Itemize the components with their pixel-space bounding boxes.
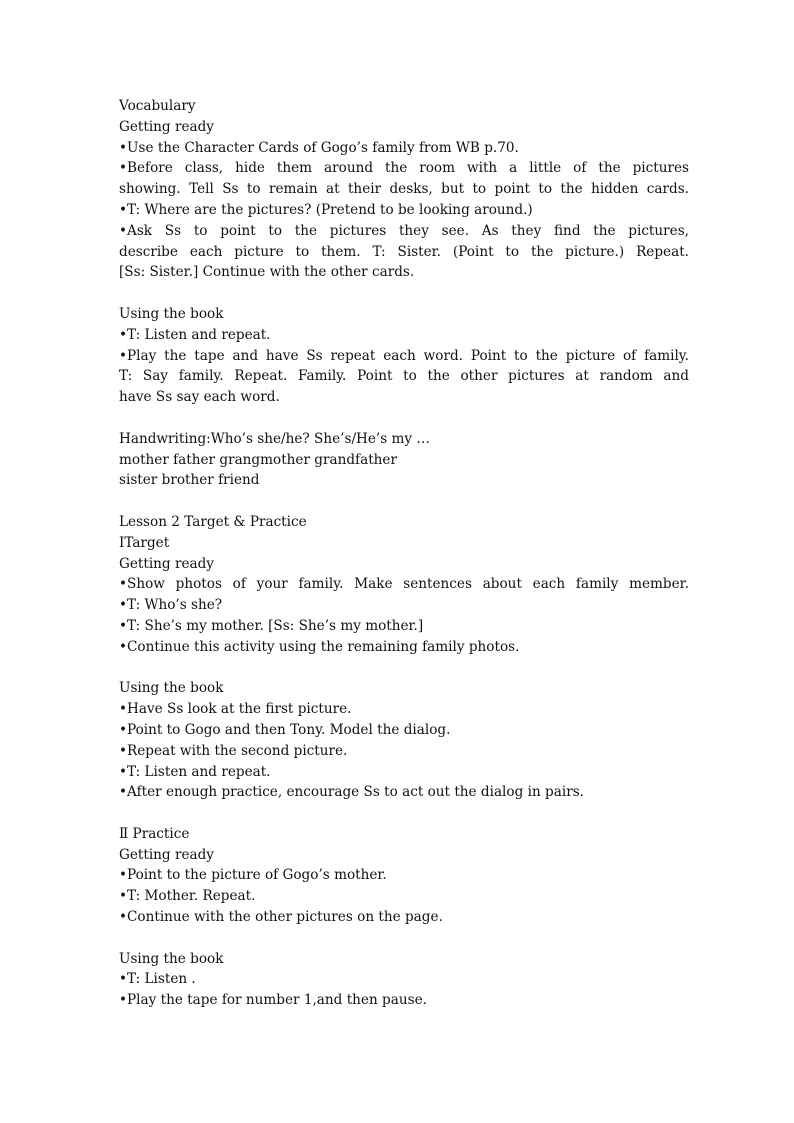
- blank-line: [119, 408, 689, 429]
- paragraph-line: showing. Tell Ss to remain at their desks, but to point to the hidden cards.: [119, 181, 689, 198]
- paragraph-line: •T: Listen and repeat.: [119, 326, 271, 343]
- paragraph-line: T: Say family. Repeat. Family. Point to the other pictures at random and: [119, 368, 689, 385]
- blank-line: [119, 658, 689, 679]
- subheading-getting-ready: Getting ready: [119, 118, 214, 135]
- paragraph-line: •Show photos of your family. Make sentences about each family member.: [119, 576, 689, 593]
- paragraph-line: •Ask Ss to point to the pictures they see. As they find the pictures,: [119, 222, 689, 239]
- paragraph-line: •T: She’s my mother. [Ss: She’s my mother.]: [119, 617, 424, 634]
- paragraph-line: have Ss say each word.: [119, 389, 280, 406]
- paragraph-line: •Have Ss look at the first picture.: [119, 701, 352, 718]
- paragraph-line: •Continue with the other pictures on the page.: [119, 909, 443, 926]
- subsection-heading-practice: Ⅱ Practice: [119, 825, 190, 842]
- blank-line: [119, 928, 689, 949]
- subheading-using-the-book: Using the book: [119, 950, 224, 967]
- paragraph-line: •T: Who’s she?: [119, 597, 223, 614]
- subheading-using-the-book: Using the book: [119, 680, 224, 697]
- paragraph-line: •Continue this activity using the remaining family photos.: [119, 638, 520, 655]
- paragraph-line: •Repeat with the second picture.: [119, 742, 348, 759]
- paragraph-line: •Point to the picture of Gogo’s mother.: [119, 867, 387, 884]
- blank-line: [119, 803, 689, 824]
- paragraph-line: •T: Mother. Repeat.: [119, 888, 256, 905]
- paragraph-line: •Use the Character Cards of Gogo’s family from WB p.70.: [119, 139, 519, 156]
- subheading-getting-ready: Getting ready: [119, 555, 214, 572]
- paragraph-line: [Ss: Sister.] Continue with the other cards.: [119, 264, 415, 281]
- paragraph-line: •Point to Gogo and then Tony. Model the dialog.: [119, 721, 451, 738]
- section-heading-lesson-2: Lesson 2 Target & Practice: [119, 513, 307, 530]
- paragraph-line: •T: Listen .: [119, 971, 196, 988]
- blank-line: [119, 491, 689, 512]
- paragraph-line: •Before class, hide them around the room with a little of the pictures: [119, 160, 689, 177]
- paragraph-line: •After enough practice, encourage Ss to act out the dialog in pairs.: [119, 784, 584, 801]
- handwriting-line: sister brother friend: [119, 472, 260, 489]
- handwriting-line: mother father grangmother grandfather: [119, 451, 397, 468]
- paragraph-line: •T: Listen and repeat.: [119, 763, 271, 780]
- document-page: [119, 96, 689, 1011]
- handwriting-line: Handwriting:Who’s she/he? She’s/He’s my …: [119, 430, 431, 447]
- subheading-using-the-book: Using the book: [119, 305, 224, 322]
- paragraph-line: •Play the tape for number 1,and then pause.: [119, 992, 427, 1009]
- subheading-getting-ready: Getting ready: [119, 846, 214, 863]
- blank-line: [119, 283, 689, 304]
- paragraph-line: •T: Where are the pictures? (Pretend to be looking around.): [119, 201, 533, 218]
- paragraph-line: describe each picture to them. T: Sister. (Point to the picture.) Repeat.: [119, 243, 689, 260]
- section-heading-vocabulary: Vocabulary: [119, 98, 196, 114]
- paragraph-line: •Play the tape and have Ss repeat each word. Point to the picture of family.: [119, 347, 689, 364]
- subsection-heading-target: ⅠTarget: [119, 534, 170, 551]
